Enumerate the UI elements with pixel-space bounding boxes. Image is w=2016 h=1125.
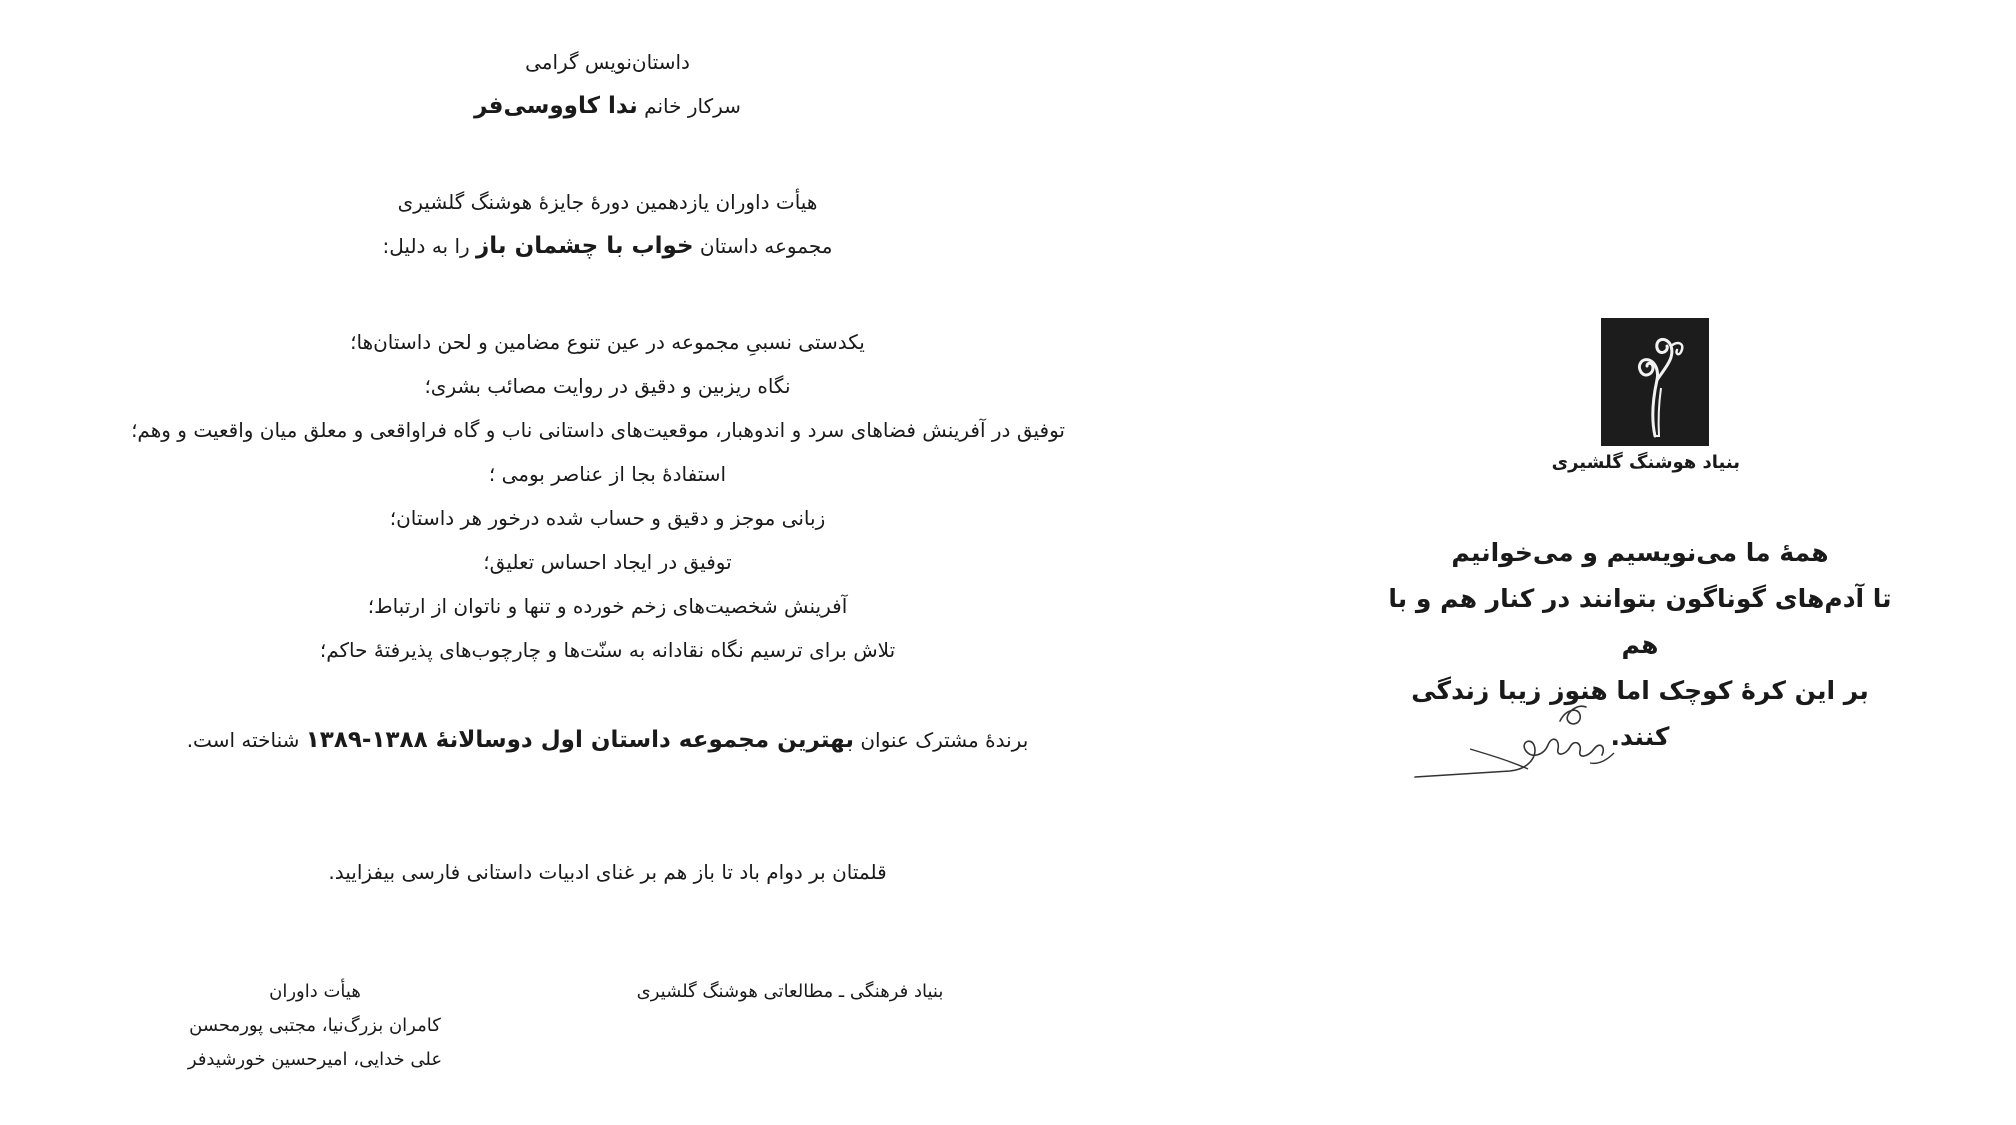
recipient-name: ندا کاووسی‌فر — [474, 93, 638, 119]
spacer — [150, 128, 1065, 180]
motto-line: تا آدم‌های گوناگون بتوانند در کنار هم و با هم — [1388, 584, 1892, 659]
reason-item: استفادهٔ بجا از عناصر بومی ؛ — [488, 462, 727, 486]
award-line — [150, 718, 1065, 762]
closing-line: قلمتان بر دوام باد تا باز هم بر غنای ادبیات داستانی فارسی بیفزایید. — [328, 860, 887, 884]
reason-item: تلاش برای ترسیم نگاه نقادانه به سنّت‌ها و چارچوب‌های پذیرفتهٔ حاکم؛ — [319, 638, 896, 662]
certificate-body — [131, 40, 1065, 894]
recipient-prefix: سرکار خانم — [644, 94, 741, 118]
jury-intro: هیأت داوران یازدهمین دورهٔ جایزهٔ هوشنگ گلشیری — [397, 190, 818, 214]
jury-members-2: علی خدایی، امیرحسین خورشیدفر — [187, 1049, 443, 1070]
jury-title: هیأت داوران — [269, 981, 361, 1002]
award-prefix: برندهٔ مشترک عنوان — [860, 728, 1029, 752]
foundation-logo — [1551, 318, 1740, 473]
book-line — [150, 224, 1065, 268]
motto-line: همهٔ ما می‌نویسیم و می‌خوانیم — [1451, 538, 1829, 567]
recipient-line — [150, 84, 1065, 128]
spacer — [150, 762, 1065, 850]
salutation: داستان‌نویس گرامی — [525, 50, 690, 74]
award-suffix: شناخته است. — [186, 728, 300, 752]
reason-item: یکدستی نسبیِ مجموعه در عین تنوع مضامین و لحن داستان‌ها؛ — [350, 330, 865, 354]
logo-caption: بنیاد هوشنگ گلشیری — [1551, 452, 1740, 473]
jury-members-1: کامران بزرگ‌نیا، مجتبی پورمحسن — [189, 1015, 441, 1036]
spacer — [150, 268, 1065, 320]
reason-item: نگاه ریزبین و دقیق در روایت مصائب بشری؛ — [424, 374, 791, 398]
book-prefix: مجموعه داستان — [699, 234, 833, 258]
book-title: خواب با چشمان باز — [476, 233, 694, 259]
motto-line: بر این کرهٔ کوچک اما هنوز زیبا زندگی کنند. — [1411, 676, 1869, 751]
award-title: بهترین مجموعه داستان اول دوسالانهٔ ۱۳۸۸-۱۳۸۹ — [305, 727, 854, 753]
reason-item: توفیق در ایجاد احساس تعلیق؛ — [483, 550, 732, 574]
jury-signature — [150, 975, 480, 1077]
reason-item: آفرینش شخصیت‌های زخم خورده و تنها و ناتوان از ارتباط؛ — [367, 594, 848, 618]
spacer — [150, 672, 1065, 718]
figure-spiral-logo-icon — [1601, 318, 1709, 446]
reason-item: زبانی موجز و دقیق و حساب شده درخور هر داستان؛ — [389, 506, 826, 530]
book-suffix: را به دلیل: — [382, 234, 470, 258]
foundation-name: بنیاد فرهنگی ـ مطالعاتی هوشنگ گلشیری — [636, 981, 944, 1002]
handwritten-signature — [1410, 685, 1630, 785]
foundation-signature — [590, 975, 990, 1009]
reason-item: توفیق در آفرینش فضاهای سرد و اندوهبار، موقعیت‌های داستانی ناب و گاه فراواقعی و معلق میان واقعیت و وهم؛ — [131, 418, 1065, 442]
